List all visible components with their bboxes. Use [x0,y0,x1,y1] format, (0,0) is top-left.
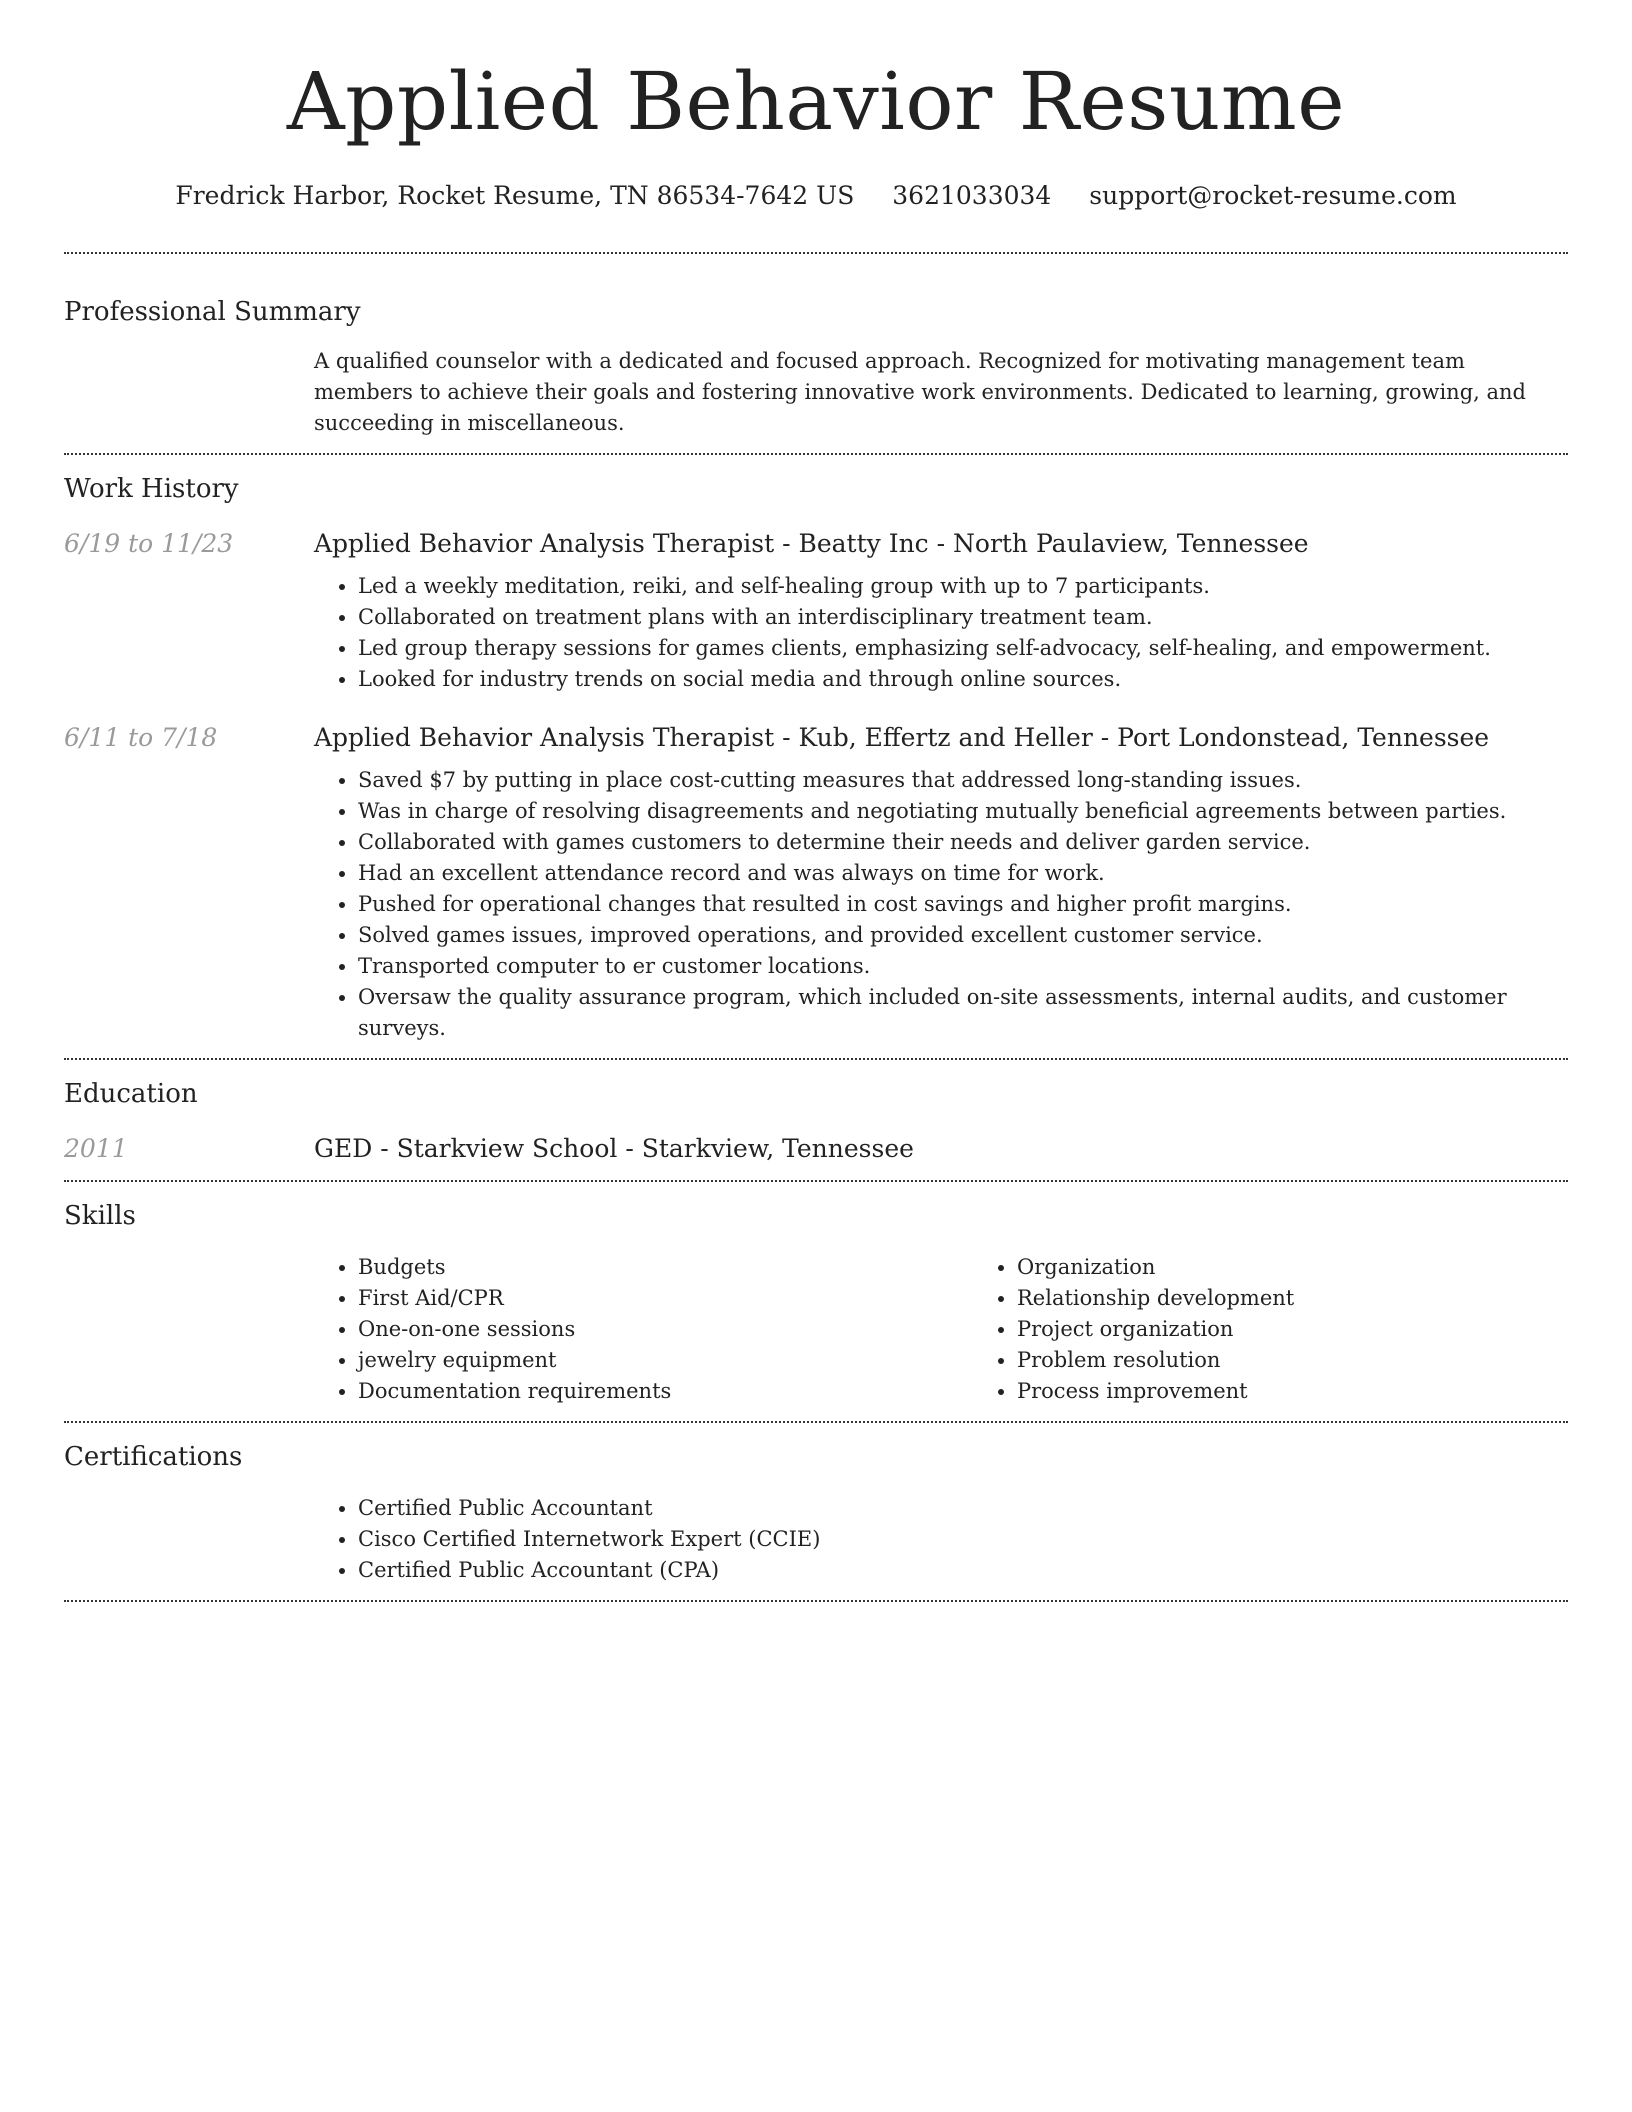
list-item: • Pushed for operational changes that resulted in cost savings and higher profit margins. [358,889,1568,920]
list-item: • Oversaw the quality assurance program, which included on-site assessments, internal audits, and customer surveys. [358,982,1568,1044]
skill-item: • Relationship development [1017,1283,1568,1314]
skill-item: • Budgets [358,1252,973,1283]
certifications-heading: Certifications [64,1442,243,1472]
skills-heading: Skills [64,1201,136,1231]
list-item: • Solved games issues, improved operations, and provided excellent customer service. [358,920,1568,951]
list-item: • Collaborated with games customers to determine their needs and deliver garden service. [358,827,1568,858]
education-entry: GED - Starkview School - Starkview, Tennessee [314,1134,914,1163]
certifications-list [314,1493,1568,1586]
list-item: • Saved $7 by putting in place cost-cutting measures that addressed long-standing issues. [358,765,1568,796]
skills-section [64,1182,1568,1421]
contact-phone: 3621033034 [892,181,1052,210]
list-item: • Led group therapy sessions for games clients, emphasizing self-advocacy, self-healing, and empowerment. [358,633,1568,664]
skill-item: • One-on-one sessions [358,1314,973,1345]
job-entry [64,527,1568,695]
skill-item: • Documentation requirements [358,1376,973,1407]
certification-item: • Cisco Certified Internetwork Expert (CCIE) [358,1524,1568,1555]
contact-email: support@rocket-resume.com [1089,181,1457,210]
list-item: • Was in charge of resolving disagreements and negotiating mutually beneficial agreements between parties. [358,796,1568,827]
list-item: • Had an excellent attendance record and was always on time for work. [358,858,1568,889]
job-dates: 6/19 to 11/23 [64,529,234,558]
list-item: • Transported computer to er customer locations. [358,951,1568,982]
skill-item: • jewelry equipment [358,1345,973,1376]
summary-heading: Professional Summary [64,297,361,327]
certification-item: • Certified Public Accountant [358,1493,1568,1524]
summary-section [64,254,1568,453]
skill-item: • Project organization [1017,1314,1568,1345]
contact-line [64,180,1568,212]
education-section [64,1060,1568,1180]
skills-list-col1 [314,1252,973,1407]
skills-list-col2 [973,1252,1568,1407]
contact-address: Fredrick Harbor, Rocket Resume, TN 86534-7642 US [175,181,855,210]
work-history-section [64,455,1568,1058]
list-item: • Collaborated on treatment plans with an interdisciplinary treatment team. [358,602,1568,633]
skill-item: • First Aid/CPR [358,1283,973,1314]
job-entry [64,721,1568,1044]
skill-item: • Organization [1017,1252,1568,1283]
job-bullets [314,765,1568,1044]
work-history-heading: Work History [64,474,239,504]
job-title: Applied Behavior Analysis Therapist - Beatty Inc - North Paulaview, Tennessee [314,529,1309,558]
list-item: • Looked for industry trends on social media and through online sources. [358,664,1568,695]
resume-title: Applied Behavior Resume [286,55,1346,148]
job-title: Applied Behavior Analysis Therapist - Kub, Effertz and Heller - Port Londonstead, Tennessee [314,723,1490,752]
job-dates: 6/11 to 7/18 [64,723,218,752]
education-year: 2011 [64,1134,128,1163]
summary-text: A qualified counselor with a dedicated and focused approach. Recognized for motivating management team members to achieve their goals and fostering innovative work environments. Dedicated to learning, growing, and succeeding in miscellaneous. [314,349,1526,435]
section-divider [64,1600,1568,1602]
job-bullets [314,571,1568,695]
certifications-section [64,1423,1568,1600]
education-heading: Education [64,1079,198,1109]
list-item: • Led a weekly meditation, reiki, and self-healing group with up to 7 participants. [358,571,1568,602]
certification-item: • Certified Public Accountant (CPA) [358,1555,1568,1586]
skill-item: • Problem resolution [1017,1345,1568,1376]
resume-header [64,0,1568,212]
skill-item: • Process improvement [1017,1376,1568,1407]
